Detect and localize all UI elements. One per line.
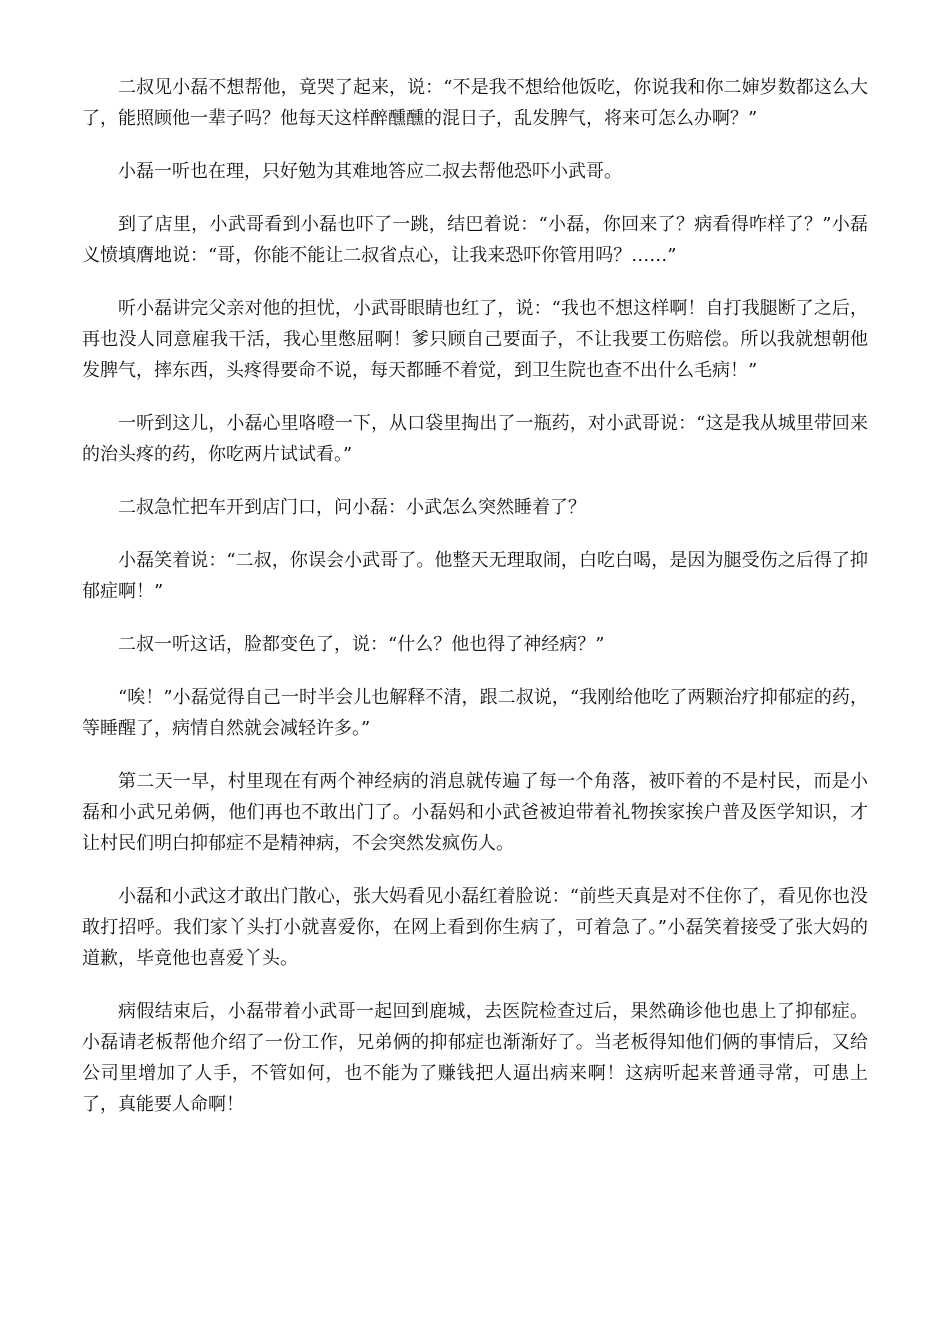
- paragraph: 小磊一听也在理，只好勉为其难地答应二叔去帮他恐吓小武哥。: [118, 161, 622, 182]
- paragraph: 到了店里，小武哥看到小磊也吓了一跳，结巴着说：“小磊，你回来了？病看得咋样了？”小磊义愤填膺地说：“哥，你能不能让二叔省点心，让我来恐吓你管用吗？……”: [82, 214, 868, 266]
- paragraph: “唉！”小磊觉得自己一时半会儿也解释不清，跟二叔说，“我刚给他吃了两颗治疗抑郁症的药，等睡醒了，病情自然就会减轻许多。”: [82, 687, 868, 739]
- paragraph: 听小磊讲完父亲对他的担忧，小武哥眼睛也红了，说：“我也不想这样啊！自打我腿断了之后，再也没人同意雇我干活，我心里憋屈啊！爹只顾自己要面子，不让我要工伤赔偿。所以我就想朝他发脾气，摔东西，头疼得要命不说，每天都睡不着觉，到卫生院也查不出什么毛病！”: [82, 298, 868, 381]
- document-page: [82, 72, 868, 1142]
- paragraph: 小磊笑着说：“二叔，你误会小武哥了。他整天无理取闹，白吃白喝，是因为腿受伤之后得了抑郁症啊！”: [82, 550, 868, 602]
- paragraph: 二叔见小磊不想帮他，竟哭了起来，说：“不是我不想给他饭吃，你说我和你二婶岁数都这么大了，能照顾他一辈子吗？他每天这样醉醺醺的混日子，乱发脾气，将来可怎么办啊？”: [82, 77, 868, 129]
- paragraph: 第二天一早，村里现在有两个神经病的消息就传遍了每一个角落，被吓着的不是村民，而是小磊和小武兄弟俩，他们再也不敢出门了。小磊妈和小武爸被迫带着礼物挨家挨户普及医学知识，才让村民们明白抑郁症不是精神病，不会突然发疯伤人。: [82, 771, 868, 854]
- paragraph: 一听到这儿，小磊心里咯噔一下，从口袋里掏出了一瓶药，对小武哥说：“这是我从城里带回来的治头疼的药，你吃两片试试看。”: [82, 413, 868, 465]
- paragraph: 病假结束后，小磊带着小武哥一起回到鹿城，去医院检查过后，果然确诊他也患上了抑郁症。小磊请老板帮他介绍了一份工作，兄弟俩的抑郁症也渐渐好了。当老板得知他们俩的事情后，又给公司里增加了人手，不管如何，也不能为了赚钱把人逼出病来啊！这病听起来普通寻常，可患上了，真能要人命啊！: [82, 1001, 868, 1115]
- paragraph: 小磊和小武这才敢出门散心，张大妈看见小磊红着脸说：“前些天真是对不住你了，看见你也没敢打招呼。我们家丫头打小就喜爱你，在网上看到你生病了，可着急了。”小磊笑着接受了张大妈的道歉，毕竟他也喜爱丫头。: [82, 886, 868, 969]
- paragraph: 二叔一听这话，脸都变色了，说：“什么？他也得了神经病？”: [118, 634, 605, 655]
- paragraph: 二叔急忙把车开到店门口，问小磊：小武怎么突然睡着了？: [118, 497, 586, 518]
